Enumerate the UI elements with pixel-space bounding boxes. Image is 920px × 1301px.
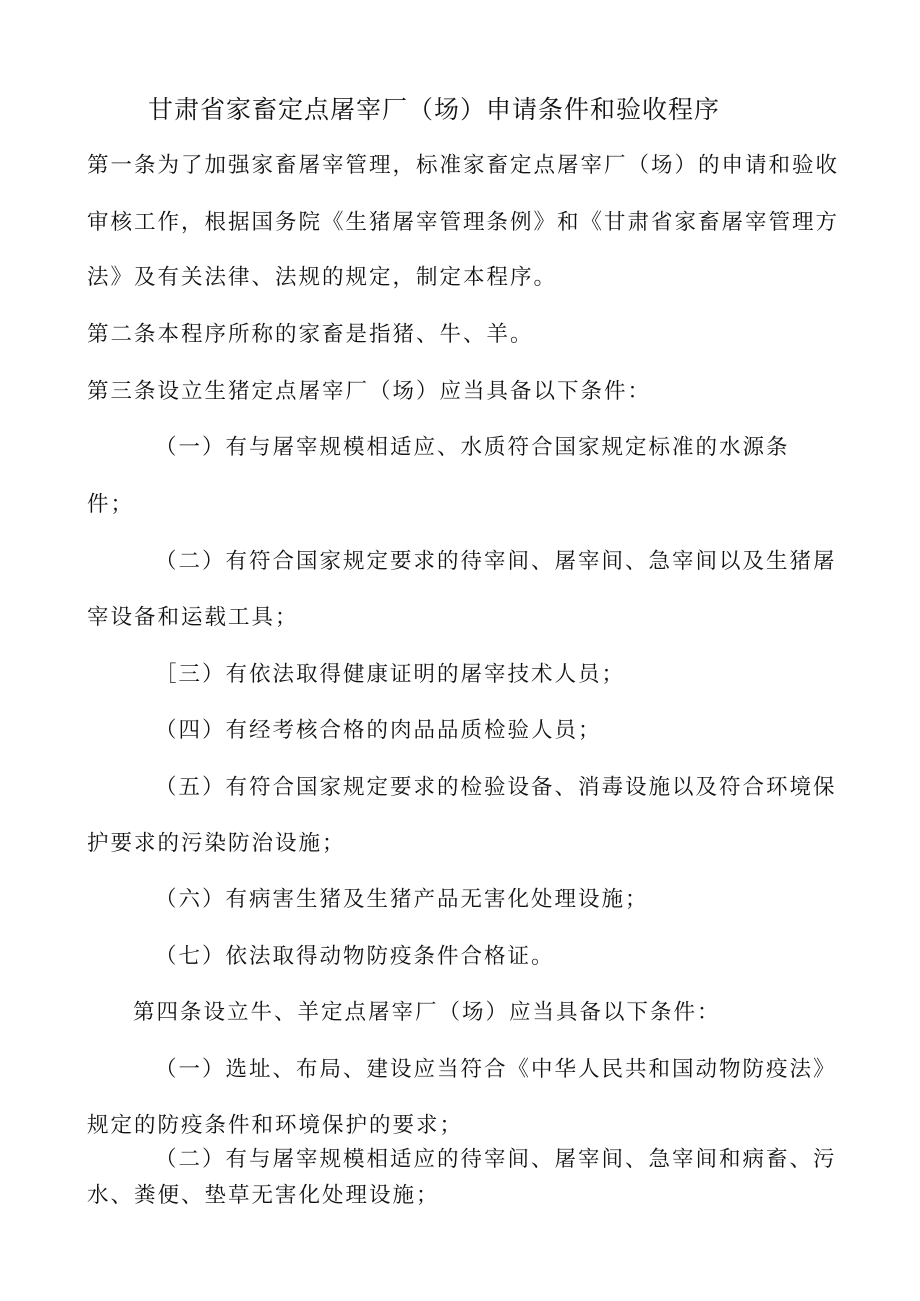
article-1-line-2: 审核工作，根据国务院《生猪屠宰管理条例》和《甘肃省家畜屠宰管理方 (87, 210, 840, 235)
article-3-item-6: （六）有病害生猪及生猪产品无害化处理设施； (155, 887, 649, 912)
article-4-item-2-line-1: （二）有与屠宰规模相适应的待宰间、屠宰间、急宰间和病畜、污 (155, 1147, 837, 1172)
article-3-item-5-line-1: （五）有符合国家规定要求的检验设备、消毒设施以及符合环境保 (155, 775, 837, 800)
article-4-item-2-line-2: 水、粪便、垫草无害化处理设施； (87, 1183, 440, 1208)
article-3-item-1-line-2: 件； (87, 492, 135, 517)
article-4-item-1-line-1: （一）选址、布局、建设应当符合《中华人民共和国动物防疫法》 (155, 1057, 837, 1082)
article-3-item-3: ［三）有依法取得健康证明的屠宰技术人员； (155, 662, 626, 687)
article-3-item-2-line-1: （二）有符合国家规定要求的待宰间、屠宰间、急宰间以及生猪屠 (155, 549, 837, 574)
article-4: 第四条设立牛、羊定点屠宰厂（场）应当具备以下条件： (133, 1000, 721, 1025)
article-3-item-7: （七）依法取得动物防疫条件合格证。 (155, 944, 555, 969)
article-3-item-5-line-2: 护要求的污染防治设施； (87, 831, 346, 856)
article-4-item-1-line-2: 规定的防疫条件和环境保护的要求； (87, 1113, 464, 1138)
article-3: 第三条设立生猪定点屠宰厂（场）应当具备以下条件： (87, 379, 652, 404)
article-3-item-4: （四）有经考核合格的肉品品质检验人员； (155, 718, 602, 743)
article-2: 第二条本程序所称的家畜是指猪、牛、羊。 (87, 322, 534, 347)
article-3-item-1-line-1: （一）有与屠宰规模相适应、水质符合国家规定标准的水源条 (155, 435, 790, 460)
article-1-line-3: 法》及有关法律、法规的规定，制定本程序。 (87, 265, 558, 290)
document-title: 甘肃省家畜定点屠宰厂（场）申请条件和验收程序 (148, 95, 721, 124)
article-1-line-1: 第一条为了加强家畜屠宰管理，标准家畜定点屠宰厂（场）的申请和验收 (87, 153, 840, 178)
article-3-item-2-line-2: 宰设备和运载工具； (87, 605, 299, 630)
